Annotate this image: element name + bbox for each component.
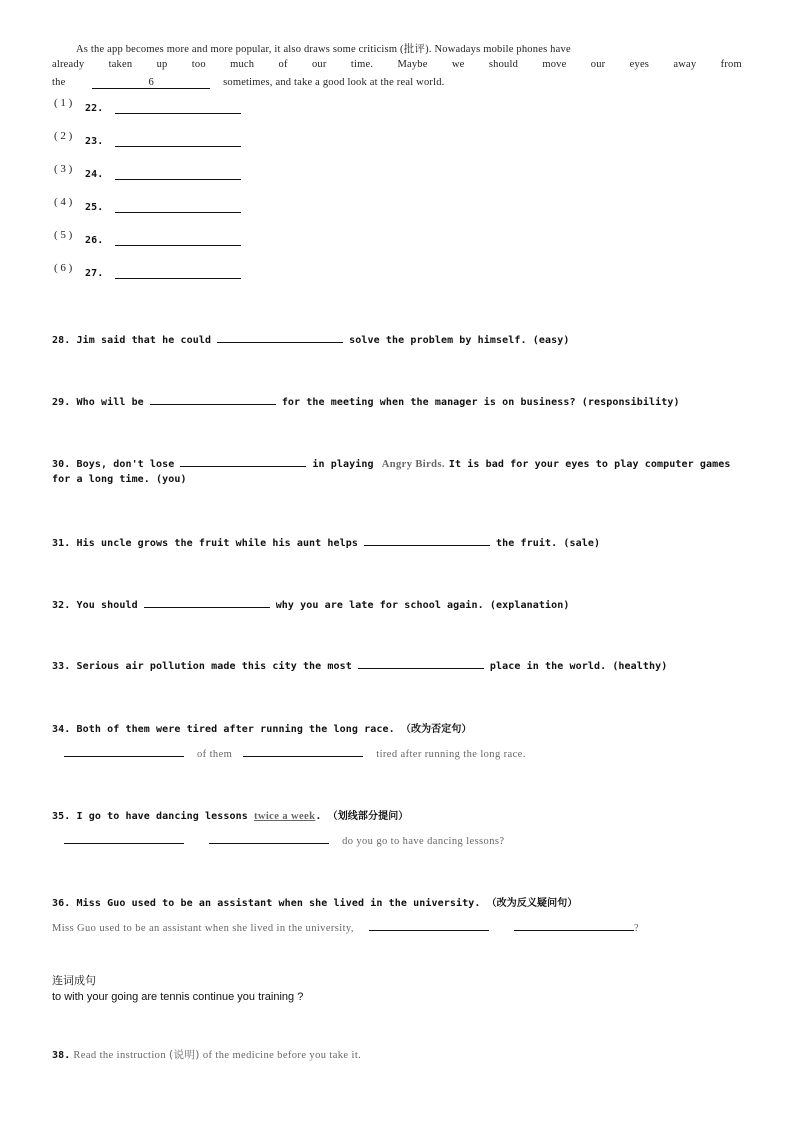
q33-text-after: place in the world. (healthy) [489, 661, 668, 672]
q35-blank-2[interactable] [209, 832, 329, 844]
passage-line-1: As the app becomes more and more popular, it also draws some criticism (批评). Nowadays mobile phones have [76, 44, 571, 55]
question-30-line-2: for a long time. (you) [52, 474, 187, 485]
passage-word: from [720, 59, 742, 70]
q34-end-text: tired after running the long race. [376, 749, 526, 760]
answer-row-number: 27. [85, 268, 104, 279]
question-38 [52, 1047, 361, 1062]
answer-row-paren: ( 2 ) [54, 130, 73, 142]
answer-row-blank[interactable] [115, 113, 241, 114]
q31-text-after: the fruit. (sale) [496, 538, 601, 549]
q36-instruction: （改为反义疑问句） [486, 898, 578, 909]
question-29 [52, 394, 680, 408]
passage-blank-6[interactable] [92, 77, 210, 89]
answer-row-number: 24. [85, 169, 104, 180]
q33-text-before: 33. Serious air pollution made this city the most [52, 661, 352, 672]
answer-row-blank[interactable] [115, 278, 241, 279]
answer-row-number: 26. [85, 235, 104, 246]
q29-text-after: for the meeting when the manager is on business? (responsibility) [281, 397, 680, 408]
passage-line-2 [52, 59, 742, 70]
q30-game-title: Angry Birds. [381, 459, 445, 470]
q28-text-before: 28. Jim said that he could [52, 335, 212, 346]
question-34-answer-line [64, 745, 526, 760]
question-35-answer-line [64, 832, 504, 847]
q38-paren: (说明) [169, 1049, 200, 1061]
q29-text-before: 29. Who will be [52, 397, 144, 408]
answer-row-paren: ( 6 ) [54, 262, 73, 274]
passage-word: taken [108, 59, 133, 70]
q35-end-text: do you go to have dancing lessons? [342, 836, 505, 847]
q28-blank[interactable] [217, 332, 343, 343]
passage-line-3-suffix: sometimes, and take a good look at the real world. [223, 77, 445, 88]
q28-text-after: solve the problem by himself. (easy) [349, 335, 570, 346]
q35-instruction: （划线部分提问） [327, 811, 409, 822]
q30-text-after: in playing [312, 459, 374, 470]
q38-text-a: Read the instruction [73, 1050, 166, 1061]
q35-underlined-phrase: twice a week [253, 811, 316, 822]
q36-question-mark: ? [633, 923, 640, 934]
q35-period: . [315, 811, 322, 822]
passage-word: our [590, 59, 606, 70]
passage-word: we [451, 59, 465, 70]
word-order-words: to with your going are tennis continue you training ? [52, 991, 304, 1003]
passage-word: should [488, 59, 519, 70]
passage-word: eyes [629, 59, 650, 70]
question-34 [52, 720, 472, 735]
question-35 [52, 807, 408, 822]
q31-text-before: 31. His uncle grows the fruit while his aunt helps [52, 538, 359, 549]
answer-row-paren: ( 4 ) [54, 196, 73, 208]
q32-text-before: 32. You should [52, 600, 138, 611]
answer-row-blank[interactable] [115, 146, 241, 147]
answer-row-blank[interactable] [115, 179, 241, 180]
q35-blank-1[interactable] [64, 832, 184, 844]
answer-row-number: 23. [85, 136, 104, 147]
answer-row-paren: ( 1 ) [54, 97, 73, 109]
question-36 [52, 894, 577, 909]
passage-word: Maybe [397, 59, 428, 70]
question-28 [52, 332, 569, 346]
answer-row-paren: ( 3 ) [54, 163, 73, 175]
q36-answer-start: Miss Guo used to be an assistant when she lived in the university, [52, 923, 354, 934]
passage-line-3 [52, 77, 445, 89]
passage-word: away [673, 59, 697, 70]
question-30 [52, 456, 730, 470]
answer-row-number: 25. [85, 202, 104, 213]
passage-word: up [156, 59, 168, 70]
answer-row-blank[interactable] [115, 245, 241, 246]
answer-row-number: 22. [85, 103, 104, 114]
answer-row-paren: ( 5 ) [54, 229, 73, 241]
q34-mid-text: of them [197, 749, 233, 760]
q32-text-after: why you are late for school again. (explanation) [275, 600, 570, 611]
q33-blank[interactable] [358, 658, 484, 669]
q36-blank-2[interactable] [514, 919, 634, 931]
q30-blank[interactable] [180, 456, 306, 467]
passage-word: of [278, 59, 288, 70]
blank-number: 6 [148, 77, 154, 88]
q35-text-before: 35. I go to have dancing lessons [52, 811, 248, 822]
passage-word: much [230, 59, 255, 70]
q32-blank[interactable] [144, 597, 270, 608]
q38-text-b: of the medicine before you take it. [202, 1050, 362, 1061]
question-36-answer-line [52, 919, 639, 934]
q34-prompt: 34. Both of them were tired after running the long race. [52, 724, 395, 735]
q38-number: 38. [52, 1050, 71, 1061]
q36-prompt: 36. Miss Guo used to be an assistant when she lived in the university. [52, 898, 481, 909]
q30-text-before: 30. Boys, don't lose [52, 459, 175, 470]
q29-blank[interactable] [150, 394, 276, 405]
question-32 [52, 597, 569, 611]
q34-blank-1[interactable] [64, 745, 184, 757]
passage-word: move [542, 59, 567, 70]
q34-instruction: （改为否定句） [400, 724, 472, 735]
answer-row-blank[interactable] [115, 212, 241, 213]
passage-word: already [52, 59, 85, 70]
q30-text-after-2: It is bad for your eyes to play computer games [448, 459, 731, 470]
question-33 [52, 658, 667, 672]
question-31 [52, 535, 600, 549]
passage-word: time. [350, 59, 374, 70]
passage-line-3-prefix: the [52, 77, 66, 88]
q31-blank[interactable] [364, 535, 490, 546]
passage-word: our [311, 59, 327, 70]
passage-word: too [191, 59, 206, 70]
word-order-heading: 连词成句 [52, 975, 96, 987]
q36-blank-1[interactable] [369, 919, 489, 931]
q34-blank-2[interactable] [243, 745, 363, 757]
